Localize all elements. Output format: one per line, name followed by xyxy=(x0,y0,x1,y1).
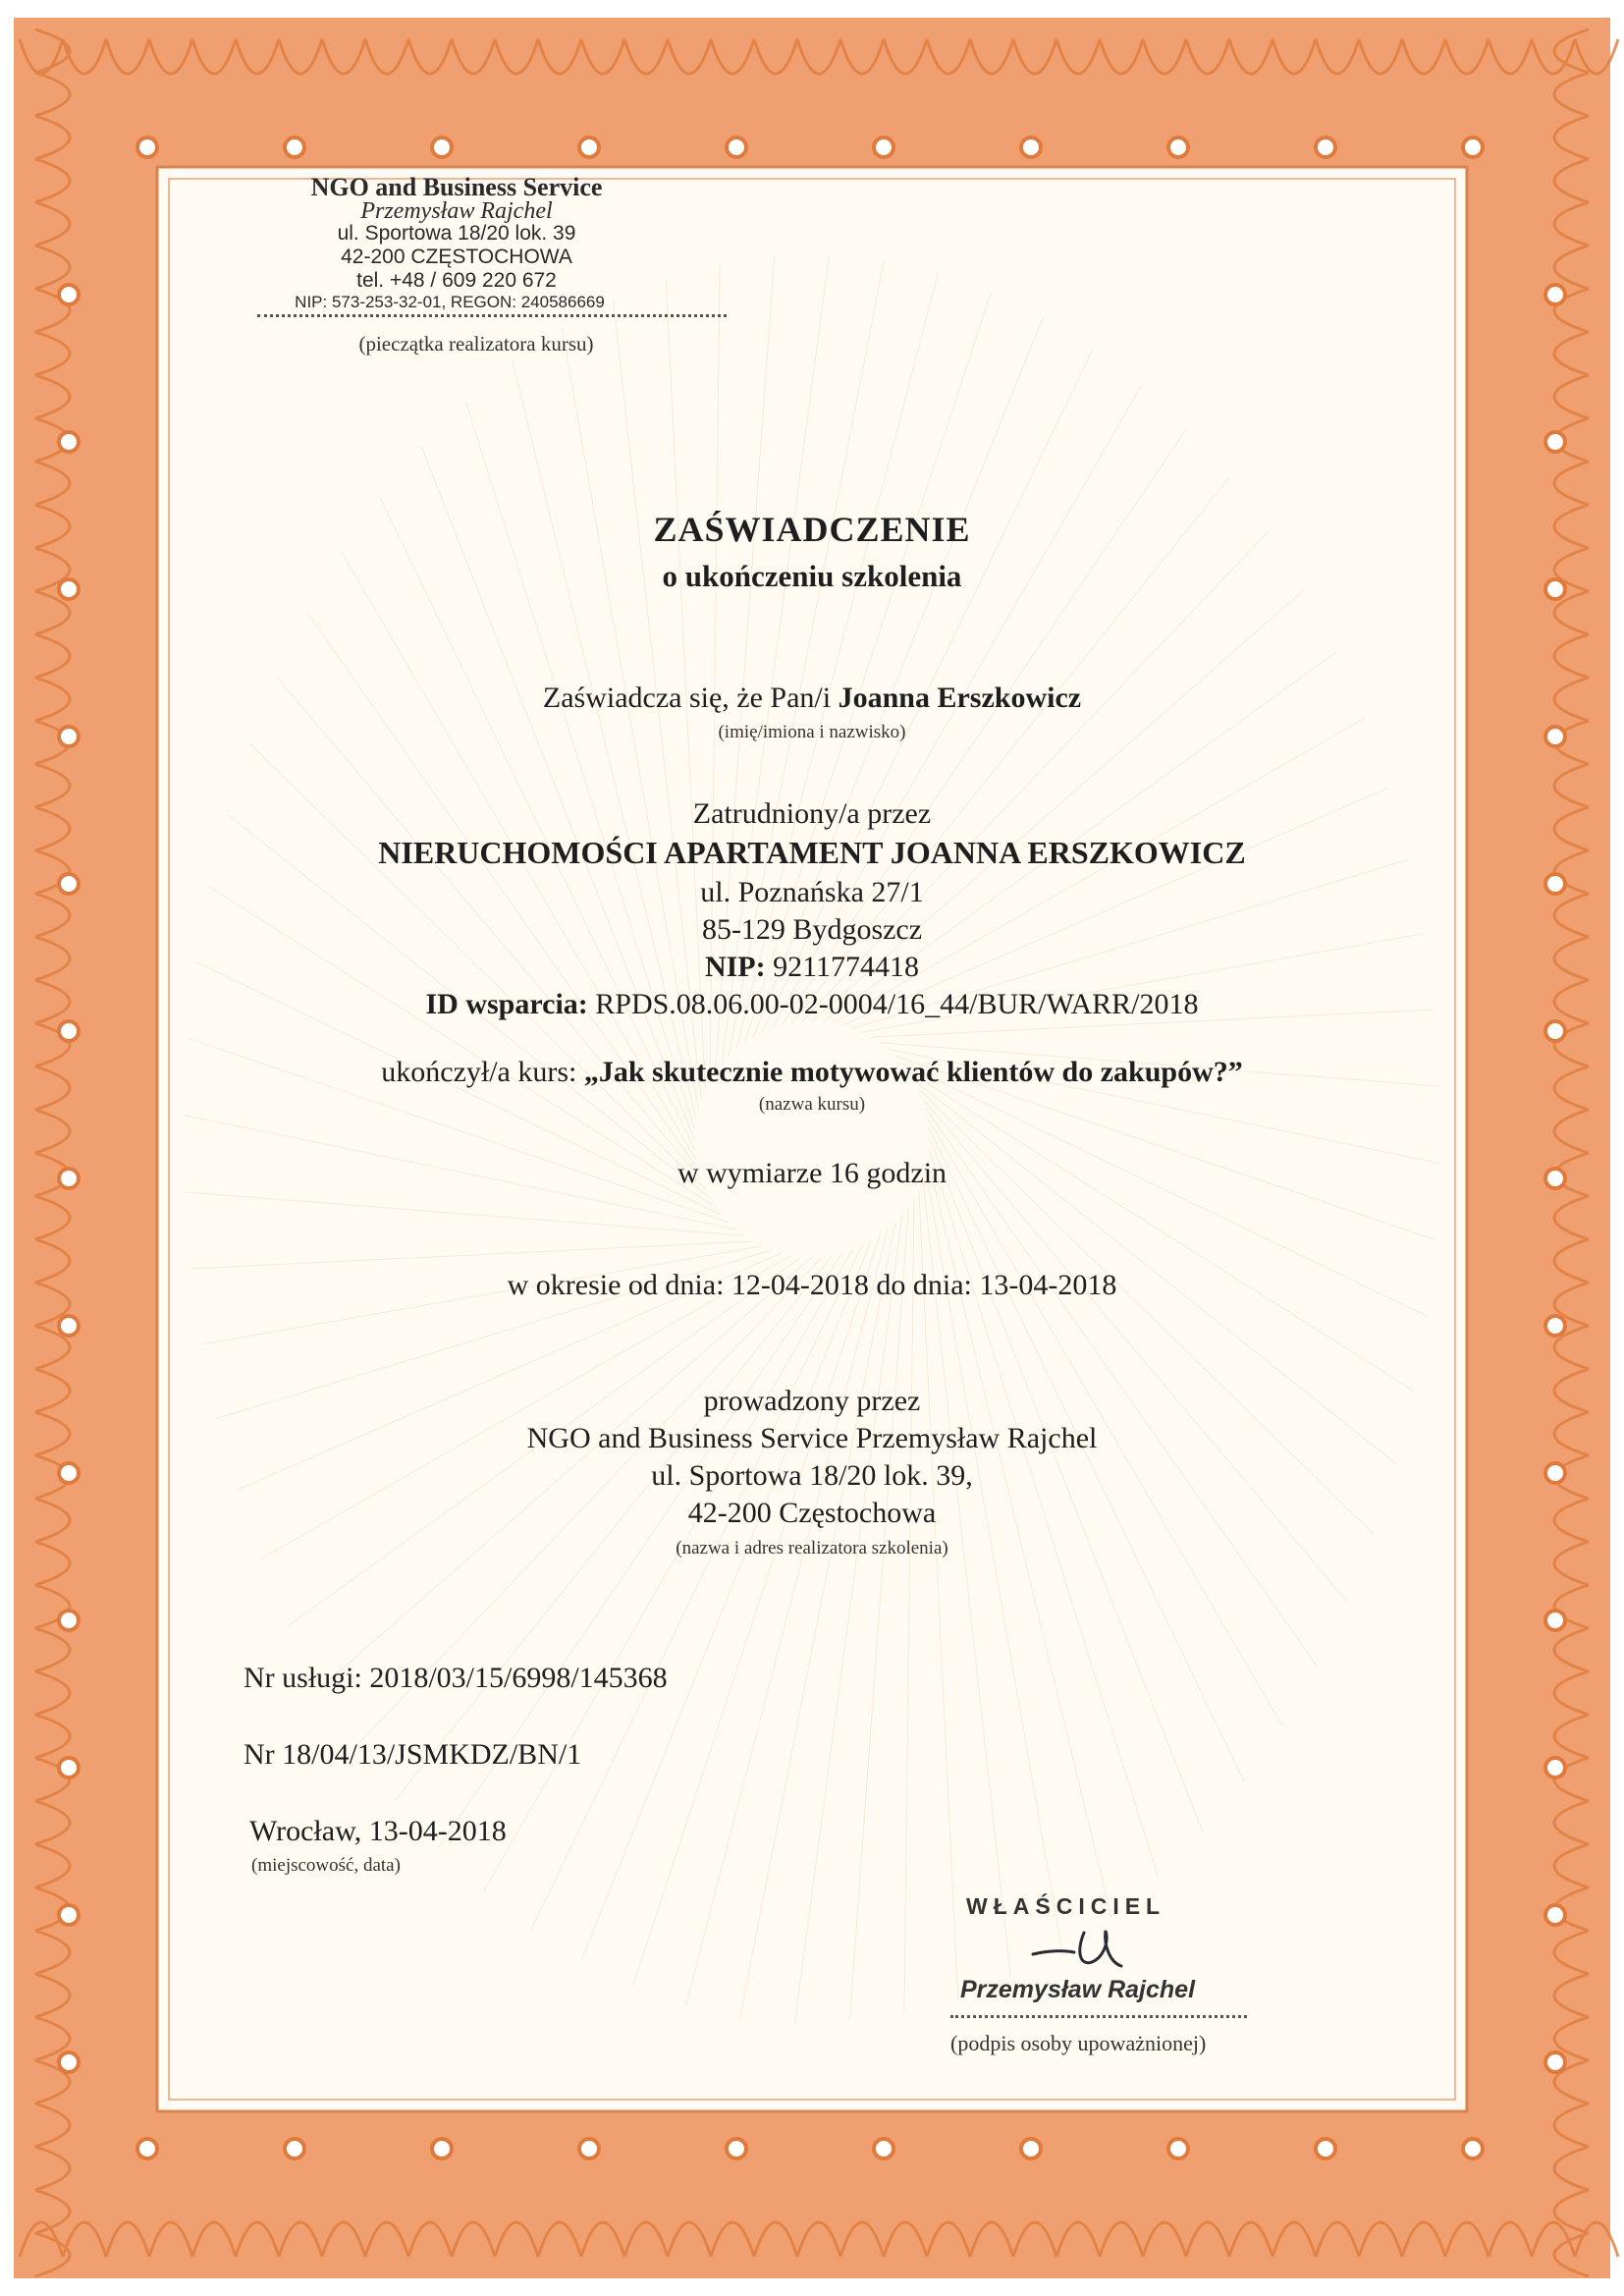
certificate-panel xyxy=(167,177,1457,2102)
certificate-title: ZAŚWIADCZENIE xyxy=(653,510,971,549)
provider-caption: (nazwa i adres realizatora szkolenia) xyxy=(676,1538,948,1558)
service-number: Nr usługi: 2018/03/15/6998/145368 xyxy=(244,1662,668,1694)
employed-by-label: Zatrudniony/a przez xyxy=(692,797,932,830)
course-line xyxy=(0,1056,1624,1089)
support-id-line xyxy=(0,988,1624,1021)
course-period: w okresie od dnia: 12-04-2018 do dnia: 13-04-2018 xyxy=(507,1269,1117,1301)
stamp-owner: Przemysław Rajchel xyxy=(360,198,553,224)
signature-dotted-line xyxy=(950,2015,1247,2018)
place-date: Wrocław, 13-04-2018 xyxy=(249,1815,507,1847)
support-id-value: RPDS.08.06.00-02-0004/16_44/BUR/WARR/2018 xyxy=(595,988,1199,1020)
course-caption: (nazwa kursu) xyxy=(758,1094,866,1115)
signature-caption: (podpis osoby upoważnionej) xyxy=(950,2031,1207,2055)
provider-name: NGO and Business Service Przemysław Rajchel xyxy=(526,1422,1098,1454)
signature-role: WŁAŚCICIEL xyxy=(966,1893,1166,1919)
stamp-phone: tel. +48 / 609 220 672 xyxy=(356,269,557,292)
stamp-city: 42-200 CZĘSTOCHOWA xyxy=(341,246,572,268)
stamp-company: NGO and Business Service xyxy=(310,173,603,201)
provider-city: 42-200 Częstochowa xyxy=(687,1497,937,1529)
provider-street: ul. Sportowa 18/20 lok. 39, xyxy=(651,1459,973,1492)
course-hours: w wymiarze 16 godzin xyxy=(677,1157,947,1189)
provider-intro: prowadzony przez xyxy=(703,1385,921,1417)
nip-label: NIP: xyxy=(704,951,766,983)
signature-name: Przemysław Rajchel xyxy=(960,1976,1196,2003)
certify-line xyxy=(0,682,1624,715)
document-number: Nr 18/04/13/JSMKDZ/BN/1 xyxy=(244,1738,582,1771)
support-id-label: ID wsparcia: xyxy=(425,988,588,1020)
course-name: „Jak skutecznie motywować klientów do zakupów?” xyxy=(583,1056,1243,1088)
stamp-caption: (pieczątka realizatora kursu) xyxy=(358,332,594,355)
person-name: Joanna Erszkowicz xyxy=(838,682,1082,714)
certify-prefix: Zaświadcza się, że Pan/i xyxy=(542,682,832,714)
handwritten-signature xyxy=(1027,1923,1135,1978)
stamp-ids: NIP: 573-253-32-01, REGON: 240586669 xyxy=(295,293,605,311)
course-prefix: ukończył/a kurs: xyxy=(381,1056,577,1088)
stamp-dotted-line xyxy=(257,314,727,317)
certificate-subtitle: o ukończeniu szkolenia xyxy=(662,559,962,593)
place-date-caption: (miejscowość, data) xyxy=(251,1855,401,1876)
employer-street: ul. Poznańska 27/1 xyxy=(700,876,924,908)
employer-name: NIERUCHOMOŚCI APARTAMENT JOANNA ERSZKOWICZ xyxy=(378,835,1246,870)
employer-city: 85-129 Bydgoszcz xyxy=(701,913,923,946)
name-caption: (imię/imiona i nazwisko) xyxy=(718,722,906,742)
employer-nip xyxy=(0,951,1624,984)
stamp-street: ul. Sportowa 18/20 lok. 39 xyxy=(337,222,576,245)
nip-value: 9211774418 xyxy=(773,951,920,983)
